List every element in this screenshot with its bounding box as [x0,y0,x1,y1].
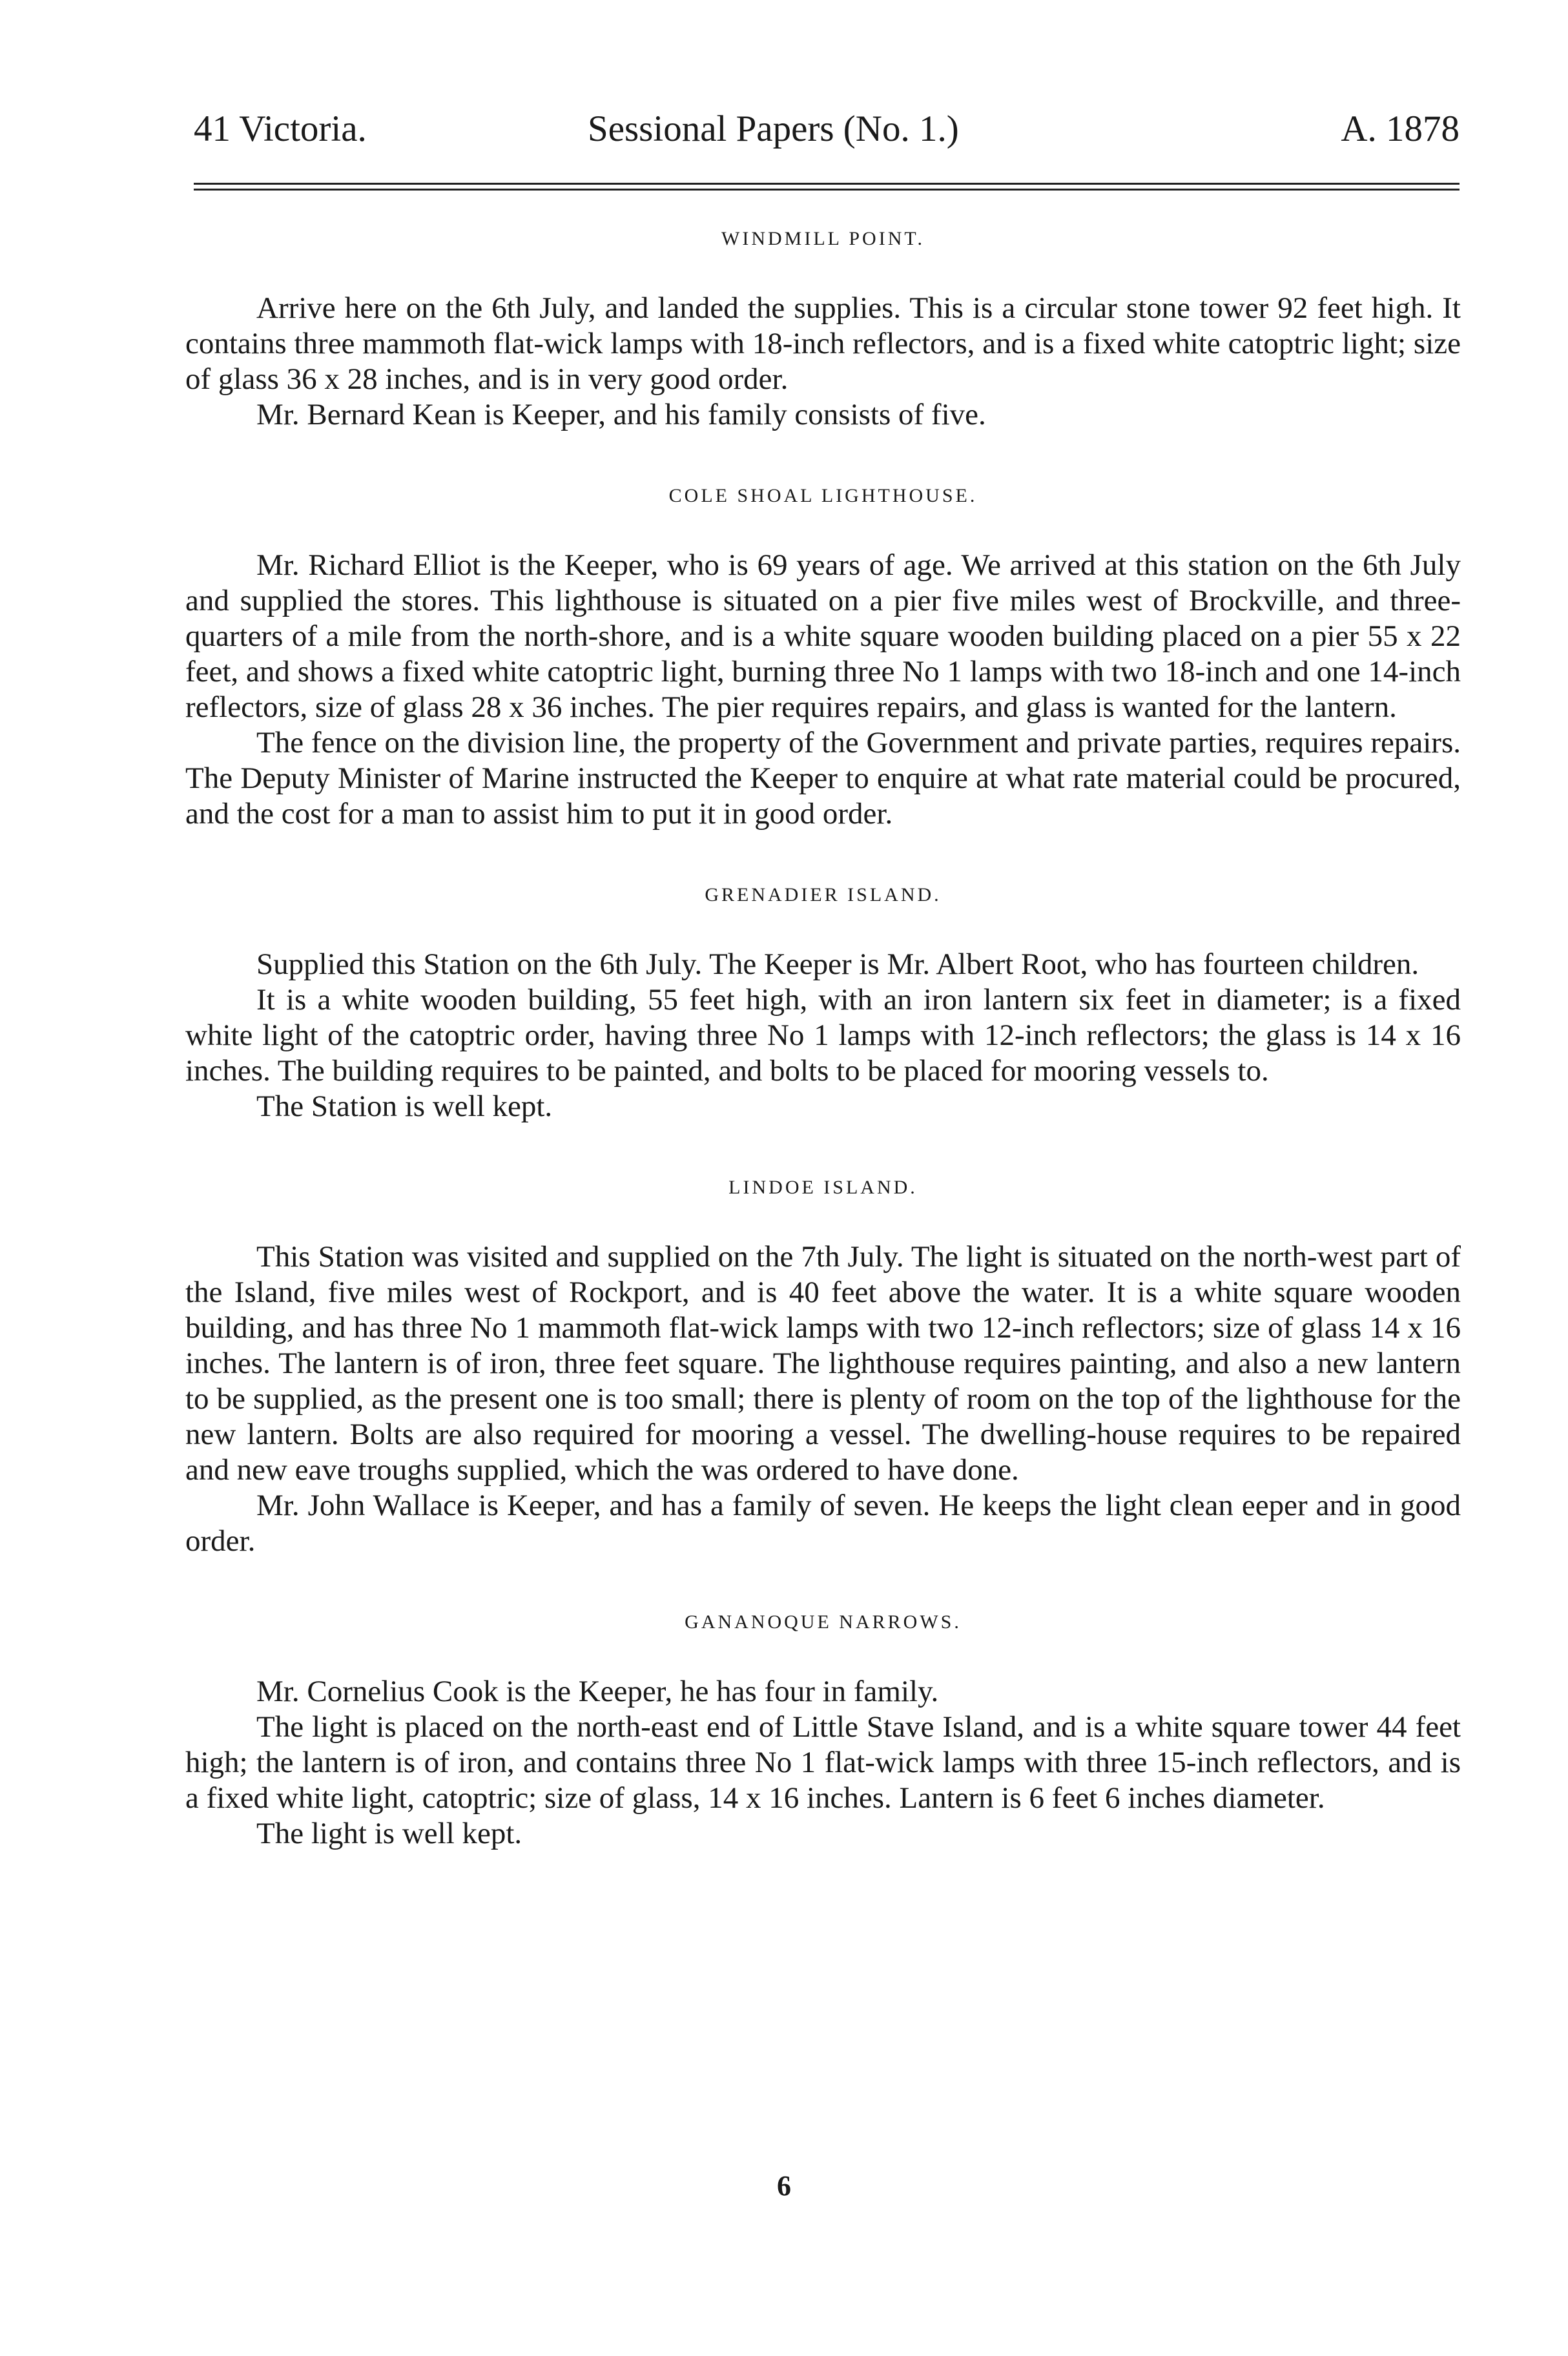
section-cole-shoal-lighthouse [185,483,1461,832]
section-gananoque-narrows [185,1609,1461,1852]
paragraph: This Station was visited and supplied on the 7th July. The light is situated on the north-west part of the Island, five miles west of Rockport, and is 40 feet above the water. It is a white square wooden building, and has three No 1 mammoth flat-wick lamps with two 12-inch reflectors; size of glass 14 x 16 inches. The lantern is of iron, three feet square. The lighthouse requires painting, and also a new lantern to be supplied, as the present one is too small; there is plenty of room on the top of the lighthouse for the new lantern. Bolts are also required for mooring a vessel. The dwelling-house requires to be repaired and new eave troughs supplied, which the was ordered to have done. [185,1240,1461,1487]
section-grenadier-island [185,882,1461,1124]
paragraph: Mr. Cornelius Cook is the Keeper, he has four in family. [256,1675,939,1708]
paragraph: Mr. Richard Elliot is the Keeper, who is 69 years of age. We arrived at this station on the 6th July and supplied the stores. This lighthouse is situated on a pier five miles west of Brockville, and three-quarters of a mile from the north-shore, and is a white square wooden building placed on a pier 55 x 22 feet, and shows a fixed white catoptric light, burning three No 1 lamps with two 18-inch and one 14-inch reflectors, size of glass 28 x 36 inches. The pier requires repairs, and glass is wanted for the lantern. [185,548,1461,724]
paragraph: Arrive here on the 6th July, and landed the supplies. This is a circular stone tower 92 feet high. It contains three mammoth flat-wick lamps with 18-inch reflectors, and is a fixed white catoptric light; size of glass 36 x 28 inches, and is in very good order. [185,291,1461,396]
section-heading: LINDOE ISLAND. [728,1177,918,1198]
section-heading: GANANOQUE NARROWS. [685,1611,962,1633]
paragraph: It is a white wooden building, 55 feet high, with an iron lantern six feet in diameter; is a fixed white light of the catoptric order, having three No 1 lamps with 12-inch reflectors; the glass is 14 x 16 inches. The building requires to be painted, and bolts to be placed for mooring vessels to. [185,983,1461,1088]
header-series: Sessional Papers (No. 1.) [588,108,959,149]
section-heading: WINDMILL POINT. [721,228,925,249]
paragraph: Mr. Bernard Kean is Keeper, and his family consists of five. [256,398,986,431]
page-number: 6 [777,2170,791,2202]
header-rule-bottom [194,189,1460,191]
paragraph: Supplied this Station on the 6th July. The Keeper is Mr. Albert Root, who has fourteen children. [256,947,1419,981]
header-year: A. 1878 [1341,108,1460,149]
page-header [194,103,1460,155]
section-lindoe-island [185,1175,1461,1559]
paragraph: The fence on the division line, the property of the Government and private parties, requires repairs. The Deputy Minister of Marine instructed the Keeper to enquire at what rate material could be procured, and the cost for a man to assist him to put it in good order. [185,726,1461,831]
page-body [185,226,1461,1852]
paragraph: The light is well kept. [256,1817,522,1850]
paragraph: The Station is well kept. [256,1090,553,1123]
paragraph: Mr. John Wallace is Keeper, and has a family of seven. He keeps the light clean eeper and in good order. [185,1489,1461,1558]
section-heading: COLE SHOAL LIGHTHOUSE. [668,485,978,506]
header-rule-top [194,183,1460,185]
section-heading: GRENADIER ISLAND. [705,884,942,905]
section-windmill-point [185,226,1461,433]
paragraph: The light is placed on the north-east end of Little Stave Island, and is a white square tower 44 feet high; the lantern is of iron, and contains three No 1 flat-wick lamps with three 15-inch reflectors, and is a fixed white light, catoptric; size of glass, 14 x 16 inches. Lantern is 6 feet 6 inches diameter. [185,1710,1461,1815]
header-volume: 41 Victoria. [194,108,367,149]
